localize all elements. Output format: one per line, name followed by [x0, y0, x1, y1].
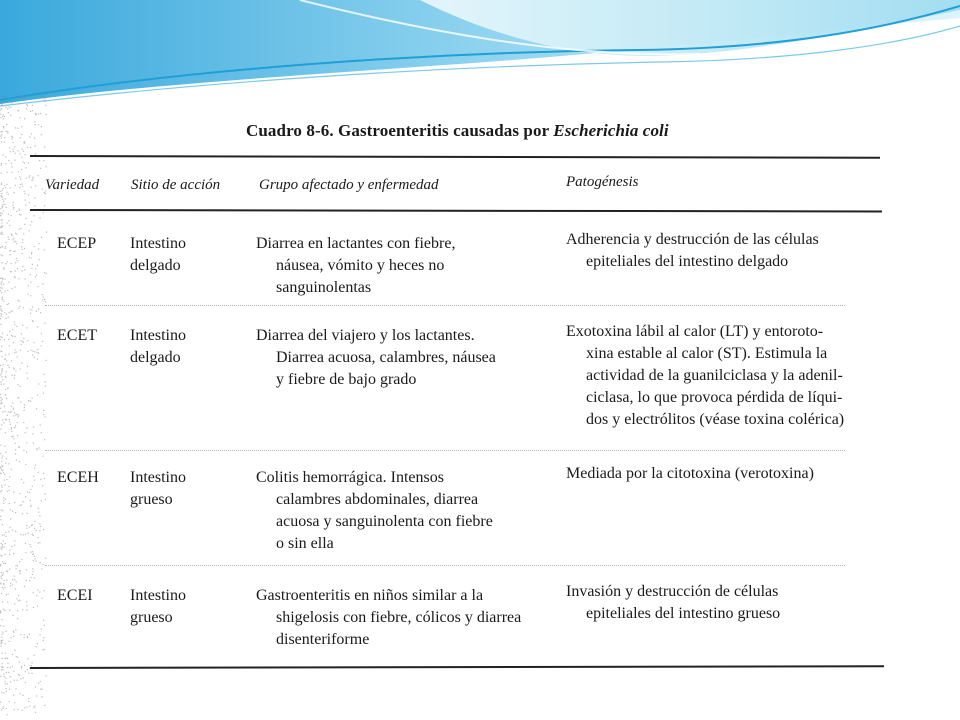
cell-variedad-line: ECEI	[57, 587, 93, 604]
cell-sitio-line: grueso	[130, 609, 173, 626]
cell-sitio	[130, 467, 186, 511]
cell-variedad	[57, 585, 93, 607]
cell-grupo-line: shigelosis con fiebre, cólicos y diarrea	[276, 609, 522, 626]
table-title-prefix: Cuadro 8-6. Gastroenteritis causadas por	[246, 121, 554, 140]
cell-patogenesis-line: epiteliales del intestino delgado	[586, 253, 789, 270]
cell-sitio-line: grueso	[130, 491, 173, 508]
cell-sitio	[130, 233, 186, 277]
column-header-sitio: Sitio de acción	[131, 177, 221, 193]
cell-sitio-line: Intestino	[130, 587, 186, 604]
cell-variedad	[57, 467, 99, 489]
cell-sitio	[130, 585, 186, 629]
bottom-rule	[30, 665, 884, 669]
cell-grupo-line: Diarrea del viajero y los lactantes.	[256, 327, 475, 344]
cell-grupo-line: Gastroenteritis en niños similar a la	[256, 587, 484, 604]
cell-grupo	[256, 467, 493, 555]
cell-patogenesis-line: epiteliales del intestino grueso	[586, 605, 781, 622]
cell-sitio-line: delgado	[130, 349, 181, 366]
cell-patogenesis-line: Mediada por la citotoxina (verotoxina)	[566, 465, 814, 482]
cell-patogenesis-line: actividad de la guanilciclasa y la adenil-	[586, 367, 843, 384]
column-header-grupo: Grupo afectado y enfermedad	[259, 177, 439, 193]
cell-grupo	[256, 585, 521, 651]
cell-variedad	[57, 325, 97, 347]
cell-grupo-line: y fiebre de bajo grado	[276, 371, 417, 388]
cell-sitio-line: Intestino	[130, 235, 186, 252]
cell-patogenesis	[566, 581, 780, 625]
cell-grupo-line: náusea, vómito y heces no	[276, 257, 445, 274]
cell-variedad-line: ECEP	[57, 235, 97, 252]
cell-sitio-line: delgado	[130, 257, 181, 274]
cell-patogenesis-line: Exotoxina lábil al calor (LT) y entoroto-	[566, 323, 824, 340]
row-separator	[45, 450, 845, 451]
cell-grupo	[256, 233, 455, 299]
cell-grupo-line: calambres abdominales, diarrea	[276, 491, 479, 508]
cell-patogenesis-line: Adherencia y destrucción de las células	[566, 231, 819, 248]
cell-grupo-line: Diarrea acuosa, calambres, náusea	[276, 349, 496, 366]
cell-variedad-line: ECET	[57, 327, 97, 344]
cell-grupo-line: acuosa y sanguinolenta con fiebre	[276, 513, 493, 530]
cell-grupo-line: o sin ella	[276, 535, 334, 552]
column-header-variedad: Variedad	[45, 177, 100, 193]
top-rule	[30, 155, 880, 159]
cell-grupo-line: disenteriforme	[276, 631, 370, 648]
cell-patogenesis-line: Invasión y destrucción de células	[566, 583, 779, 600]
cell-patogenesis-line: dos y electrólitos (véase toxina colérica)	[586, 411, 845, 428]
cell-variedad-line: ECEH	[57, 469, 99, 486]
table-title	[246, 121, 669, 141]
cell-grupo-line: Colitis hemorrágica. Intensos	[256, 469, 444, 486]
header-rule	[30, 209, 882, 212]
row-separator	[45, 305, 845, 306]
row-separator	[45, 565, 845, 566]
cell-patogenesis	[566, 229, 819, 273]
cell-patogenesis	[566, 321, 844, 431]
cell-grupo	[256, 325, 496, 391]
column-header-patogenesis: Patogénesis	[566, 174, 639, 190]
cell-sitio-line: Intestino	[130, 469, 186, 486]
cell-variedad	[57, 233, 96, 255]
cell-sitio-line: Intestino	[130, 327, 186, 344]
cell-grupo-line: sanguinolentas	[276, 279, 372, 296]
cell-patogenesis-line: xina estable al calor (ST). Estimula la	[586, 345, 828, 362]
table-title-organism: Escherichia coli	[553, 121, 669, 140]
cell-patogenesis	[566, 463, 814, 485]
cell-patogenesis-line: ciclasa, lo que provoca pérdida de líqui-	[586, 389, 843, 406]
cell-grupo-line: Diarrea en lactantes con fiebre,	[256, 235, 456, 252]
cell-sitio	[130, 325, 186, 369]
